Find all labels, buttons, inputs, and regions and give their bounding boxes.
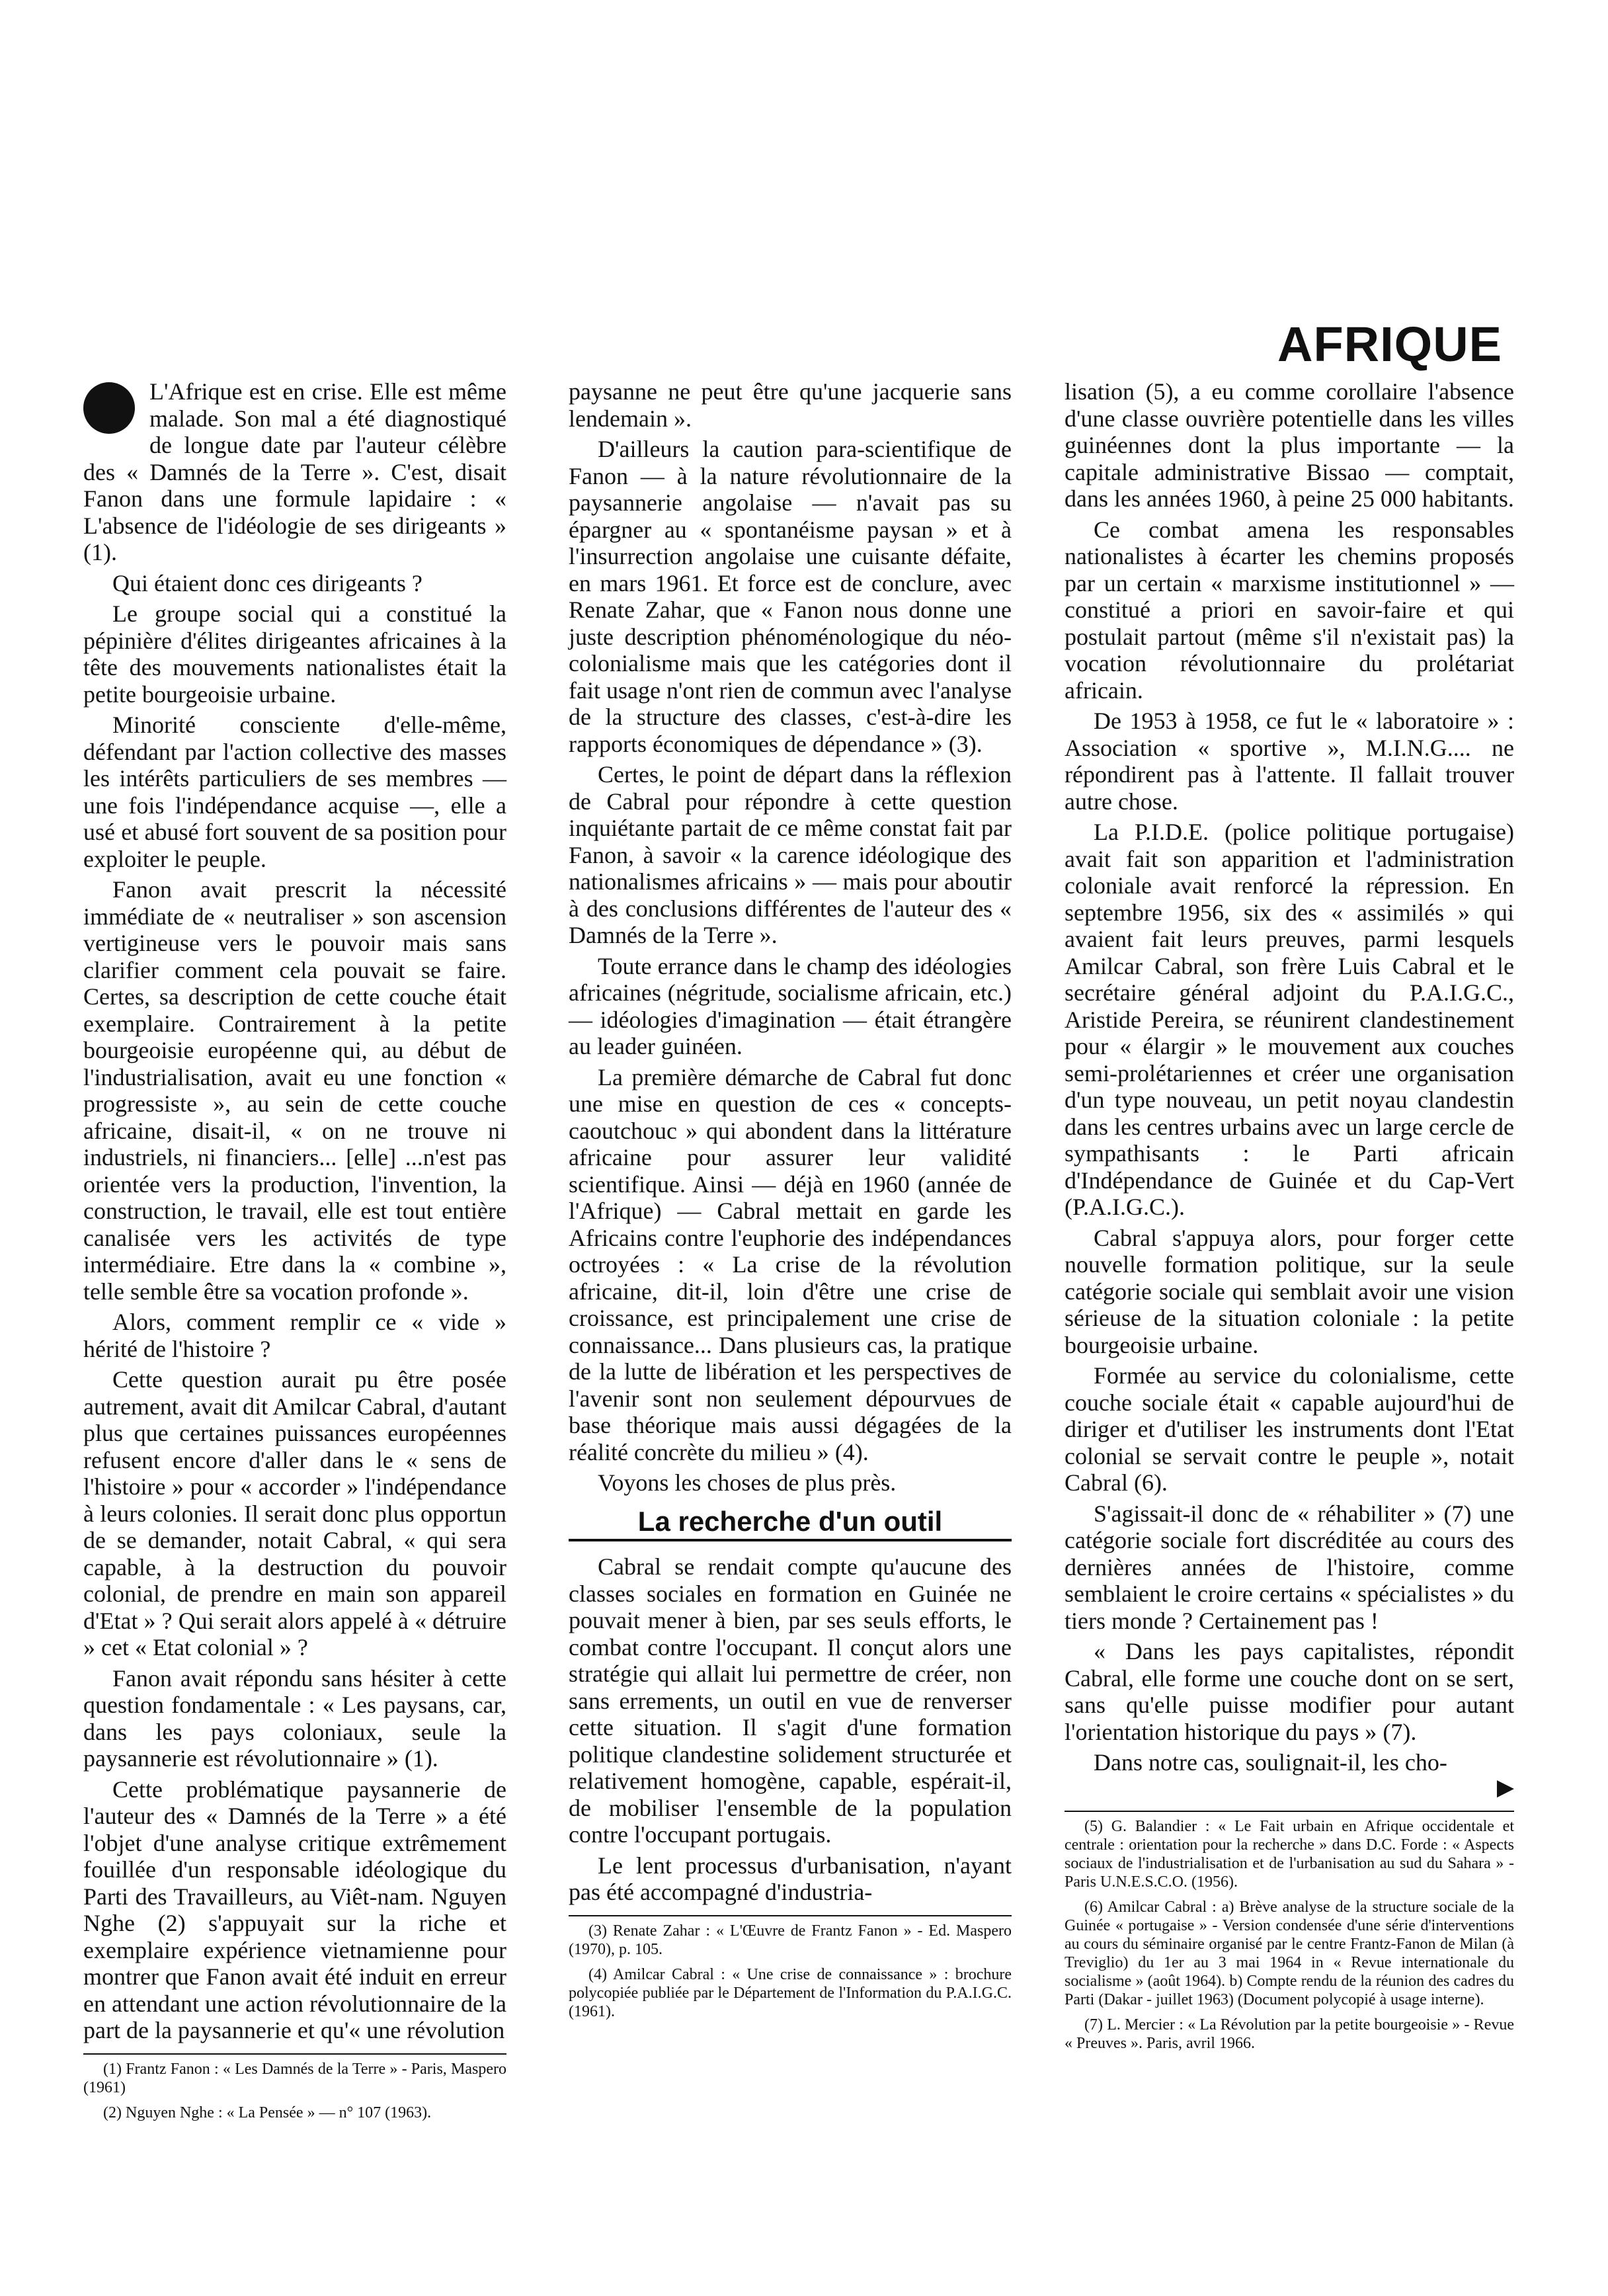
- paragraph: Le groupe social qui a constitué la pépinière d'élites dirigeantes africaines à la tête des mouvements nationalistes était la petite bourgeoisie urbaine.: [83, 600, 506, 708]
- footnote: (4) Amilcar Cabral : « Une crise de connaissance » : brochure polycopiée publiée par le Département de l'Information du P.A.I.G.C. (1961).: [569, 1965, 1012, 2020]
- paragraph: « Dans les pays capitalistes, répondit Cabral, elle forme une couche dont on se sert, sans qu'elle puisse modifier pour autant l'orientation historique du pays » (7).: [1065, 1638, 1514, 1745]
- paragraph: Le lent processus d'urbanisation, n'ayant pas été accompagné d'industria-: [569, 1852, 1012, 1905]
- paragraph: Toute errance dans le champ des idéologies africaines (négritude, socialisme africain, etc.) — idéologies d'imagination — était étrangère au leader guinéen.: [569, 952, 1012, 1059]
- paragraph: L'Afrique est en crise. Elle est même malade. Son mal a été diagnostiqué de longue date par l'auteur célèbre des « Damnés de la Terre ». C'est, disait Fanon dans une formule lapidaire : « L'absence de l'idéologie de ses dirigeants » (1).: [83, 378, 506, 565]
- footnotes: [1065, 1811, 1514, 2053]
- paragraph: De 1953 à 1958, ce fut le « laboratoire » : Association « sportive », M.I.N.G.... ne répondirent pas à l'attente. Il fallait trouver autre chose.: [1065, 708, 1514, 815]
- bullet-dot: [83, 382, 135, 434]
- continue-arrow-icon: ▶: [1496, 1775, 1514, 1800]
- paragraph: Dans notre cas, soulignait-il, les cho-: [1094, 1749, 1447, 1776]
- footnote: (1) Frantz Fanon : « Les Damnés de la Terre » - Paris, Maspero (1961): [83, 2060, 506, 2096]
- paragraph: Cabral se rendait compte qu'aucune des classes sociales en formation en Guinée ne pouvait mener à bien, par ses seuls efforts, le combat contre l'occupant. Il conçut alors une stratégie qui allait lui permettre de créer, non sans errements, un outil en vue de renverser cette situation. Il s'agit d'une formation politique clandestine solidement structurée et relativement homogène, capable, espérait-il, de mobiliser l'ensemble de la population contre l'occupant portugais.: [569, 1553, 1012, 1848]
- footnotes: [83, 2053, 506, 2122]
- footnote: (7) L. Mercier : « La Révolution par la petite bourgeoisie » - Revue « Preuves ». Paris, avril 1966.: [1065, 2016, 1514, 2052]
- paragraph: Voyons les choses de plus près.: [598, 1469, 897, 1496]
- footnote: (5) G. Balandier : « Le Fait urbain en Afrique occidentale et centrale : orientation pour la recherche » dans D.C. Forde : « Aspects sociaux de l'industrialisation et de l'urbanisation au sud du Sahara » - Paris U.N.E.S.C.O. (1956).: [1065, 1818, 1514, 1891]
- paragraph: Fanon avait répondu sans hésiter à cette question fondamentale : « Les paysans, car, dans les pays coloniaux, seule la paysannerie est révolutionnaire » (1).: [83, 1664, 506, 1772]
- footnote: (2) Nguyen Nghe : « La Pensée » — n° 107 (1963).: [103, 2104, 432, 2121]
- column-1: [83, 378, 506, 2129]
- paragraph: Ce combat amena les responsables nationalistes à écarter les chemins proposés par un certain « marxisme institutionnel » — constitué a priori en savoir-faire et qui postulait partout (même s'il n'existait pas) la vocation révolutionnaire du prolétariat africain.: [1065, 516, 1514, 704]
- paragraph: Qui étaient donc ces dirigeants ?: [112, 569, 422, 596]
- paragraph: Formée au service du colonialisme, cette couche sociale était « capable aujourd'hui de diriger et d'utiliser les instruments dont l'Etat colonial se servait contre le peuple », notait Cabral (6).: [1065, 1362, 1514, 1496]
- section-title: AFRIQUE: [1277, 317, 1502, 372]
- paragraph: Certes, le point de départ dans la réflexion de Cabral pour répondre à cette question inquiétante partait de ce même constat fait par Fanon, à savoir « la carence idéologique des nationalismes africains » — mais pour aboutir à des conclusions différentes de l'auteur des « Damnés de la Terre ».: [569, 761, 1012, 948]
- paragraph: Cabral s'appuya alors, pour forger cette nouvelle formation politique, sur la seule catégorie sociale qui semblait avoir une vision sérieuse de la situation coloniale : la petite bourgeoisie urbaine.: [1065, 1224, 1514, 1358]
- paragraph: lisation (5), a eu comme corollaire l'absence d'une classe ouvrière potentielle dans les villes guinéennes dont la plus importante — la capitale administrative Bissao — comptait, dans les années 1960, à peine 25 000 habitants.: [1065, 378, 1514, 512]
- paragraph: La première démarche de Cabral fut donc une mise en question de ces « concepts-caoutchouc » qui abondent dans la littérature africaine pour assurer leur validité scientifique. Ainsi — déjà en 1960 (année de l'Afrique) — Cabral mettait en garde les Africains contre l'euphorie des indépendances octroyées : « La crise de la révolution africaine, dit-il, loin d'être une crise de croissance, est principalement une crise de connaissance... Dans plusieurs cas, la pratique de la lutte de libération et les perspectives de l'avenir sont non seulement dépourvues de base théorique mais aussi dégagées de la réalité concrète du milieu » (4).: [569, 1063, 1012, 1465]
- footnote: (6) Amilcar Cabral : a) Brève analyse de la structure sociale de la Guinée « portugaise » - Version condensée d'une série d'interventions au cours du séminaire organisé par le centre Frantz-Fanon de Milan (à Treviglio) du 1er au 3 mai 1964 in « Revue internationale du socialisme » (août 1964). b) Compte rendu de la réunion des cadres du Parti (Dakar - juillet 1963) (Document polycopié à usage interne).: [1065, 1899, 1514, 2008]
- column-3: [1065, 378, 1514, 2059]
- paragraph: paysanne ne peut être qu'une jacquerie sans lendemain ».: [569, 378, 1012, 432]
- footnote: (3) Renate Zahar : « L'Œuvre de Frantz Fanon » - Ed. Maspero (1970), p. 105.: [569, 1922, 1012, 1958]
- column-2: [569, 378, 1012, 2028]
- paragraph: Alors, comment remplir ce « vide » hérité de l'histoire ?: [83, 1309, 506, 1362]
- paragraph: Fanon avait prescrit la nécessité immédiate de « neutraliser » son ascension vertigineuse vers le pouvoir mais sans clarifier comment cela pouvait se faire. Certes, sa description de cette couche était exemplaire. Contrairement à la petite bourgeoisie européenne qui, au début de l'industrialisation, avait eu une fonction « progressiste », au sein de cette couche africaine, disait-il, « on ne trouve ni industriels, ni financiers... [elle] ...n'est pas orientée vers la production, l'invention, la construction, le travail, elle est tout entière canalisée vers les activités de type intermédiaire. Etre dans la « combine », telle semble être sa vocation profonde ».: [83, 876, 506, 1305]
- subheading: La recherche d'un outil: [569, 1508, 1012, 1542]
- paragraph: S'agissait-il donc de « réhabiliter » (7) une catégorie sociale fort discréditée au cours des dernières années de l'histoire, comme semblaient le croire certains « spécialistes » du tiers monde ? Certainement pas !: [1065, 1500, 1514, 1634]
- paragraph: Cette question aurait pu être posée autrement, avait dit Amilcar Cabral, d'autant plus que certaines puissances européennes refusent encore d'aller dans le « sens de l'histoire » pour « accorder » l'indépendance à leurs colonies. Il serait donc plus opportun de se demander, notait Cabral, « qui sera capable, à la destruction du pouvoir colonial, de prendre en main son appareil d'Etat » ? Qui serait alors appelé à « détruire » cet « Etat colonial » ?: [83, 1366, 506, 1660]
- footnotes: [569, 1915, 1012, 2021]
- paragraph: Cette problématique paysannerie de l'auteur des « Damnés de la Terre » a été l'objet d'une analyse critique extrêmement fouillée d'un responsable idéologique du Parti des Travailleurs, au Viêt-nam. Nguyen Nghe (2) s'appuyait sur la riche et exemplaire expérience vietnamienne pour montrer que Fanon avait été induit en erreur en attendant une action révolutionnaire de la part de la paysannerie et qu'« une révolution: [83, 1776, 506, 2043]
- paragraph: Minorité consciente d'elle-même, défendant par l'action collective des masses les intérêts particuliers de ses membres — une fois l'indépendance acquise —, elle a usé et abusé fort souvent de sa position pour exploiter le peuple.: [83, 712, 506, 872]
- paragraph: D'ailleurs la caution para-scientifique de Fanon — à la nature révolutionnaire de la paysannerie angolaise — n'avait pas su épargner au « spontanéisme paysan » et à l'insurrection angolaise une cuisante défaite, en mars 1961. Et force est de conclure, avec Renate Zahar, que « Fanon nous donne une juste description phénoménologique du néo-colonialisme mais que les catégories dont il fait usage n'ont rien de commun avec l'analyse de la structure des classes, c'est-à-dire les rapports économiques de dépendance » (3).: [569, 436, 1012, 757]
- paragraph: La P.I.D.E. (police politique portugaise) avait fait son apparition et l'administration coloniale avait renforcé la répression. En septembre 1956, six des « assimilés » qui avaient fait leurs preuves, parmi lesquels Amilcar Cabral, son frère Luis Cabral et le secrétaire général adjoint du P.A.I.G.C., Aristide Pereira, se réunirent clandestinement pour « élargir » le mouvement aux couches semi-prolétariennes et créer une organisation d'un type nouveau, un petit noyau clandestin dans les centres urbains avec un large cercle de sympathisants : le Parti africain d'Indépendance de Guinée et du Cap-Vert (P.A.I.G.C.).: [1065, 819, 1514, 1220]
